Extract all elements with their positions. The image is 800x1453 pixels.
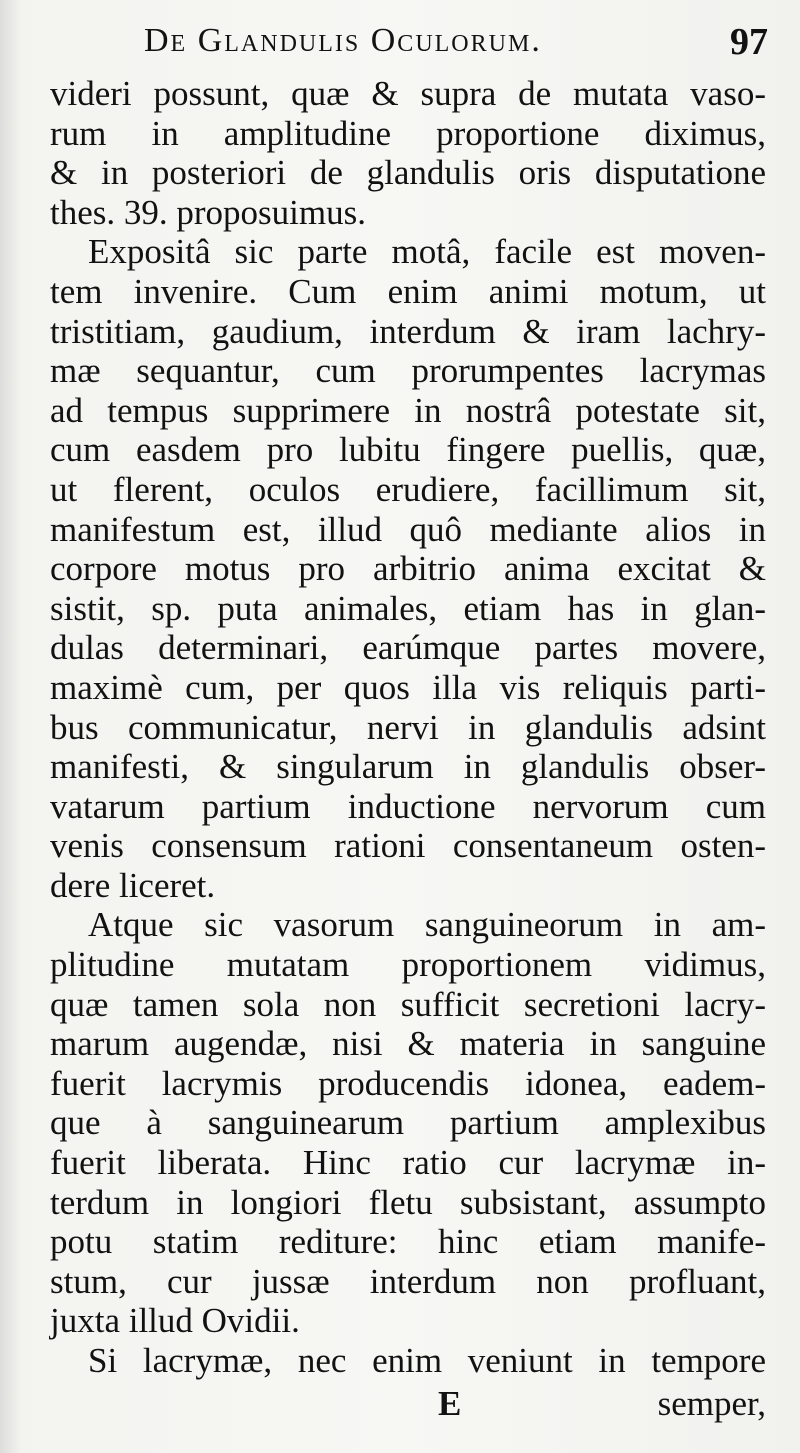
text-line: tem invenire. Cum enim animi motum, ut (50, 271, 766, 311)
text-line: dulas determinari, earúmque partes movere, (50, 628, 766, 668)
text-line: plitudine mutatam proportionem vidimus, (50, 945, 766, 985)
running-title: De Glandulis Oculorum. (144, 22, 542, 59)
running-head (48, 14, 776, 70)
signature-mark: E (438, 1384, 462, 1423)
text-line: maximè cum, per quos illa vis reliquis parti- (50, 667, 766, 707)
text-line: cum easdem pro lubitu fingere puellis, quæ, (50, 430, 766, 470)
text-line: marum augendæ, nisi & materia in sanguine (50, 1024, 766, 1064)
text-line: quæ tamen sola non sufficit secretioni lacry- (50, 984, 766, 1024)
text-line: rum in amplitudine proportione diximus, (50, 113, 766, 153)
paragraph-start-line: Expositâ sic parte motâ, facile est moven- (88, 232, 766, 272)
text-line: videri possunt, quæ & supra de mutata vaso- (50, 74, 766, 113)
text-line: juxta illud Ovidii. (50, 1301, 300, 1341)
text-line: sistit, sp. puta animales, etiam has in glan- (50, 588, 766, 628)
body-text (50, 74, 766, 1381)
verse-line: Si lacrymæ, nec enim veniunt in tempore (88, 1341, 766, 1380)
text-line: dere liceret. (50, 865, 216, 905)
text-line: corpore motus pro arbitrio anima excitat & (50, 549, 766, 589)
text-line: manifesti, & singularum in glandulis obser- (50, 747, 766, 787)
text-line: fuerit liberata. Hinc ratio cur lacrymæ in- (50, 1143, 766, 1183)
page-number: 97 (730, 21, 768, 63)
page-footer (50, 1380, 766, 1430)
text-line: potu statim rediture: hinc etiam manife- (50, 1222, 766, 1262)
catchword: semper, (657, 1384, 766, 1423)
text-line: ut flerent, oculos erudiere, facillimum sit, (50, 469, 766, 509)
text-line: fuerit lacrymis producendis idonea, eadem- (50, 1063, 766, 1103)
paragraph-start-line: Atque sic vasorum sanguineorum in am- (88, 905, 766, 945)
text-line: thes. 39. proposuimus. (50, 192, 366, 232)
text-line: vatarum partium inductione nervorum cum (50, 786, 766, 826)
gutter-shadow (0, 0, 22, 1453)
text-line: terdum in longiori fletu subsistant, assumpto (50, 1182, 766, 1222)
text-line: venis consensum rationi consentaneum osten- (50, 826, 766, 866)
text-line: & in posteriori de glandulis oris disputatione (50, 153, 766, 193)
text-line: mæ sequantur, cum prorumpentes lacrymas (50, 351, 766, 391)
text-line: tristitiam, gaudium, interdum & iram lachry- (50, 311, 766, 351)
text-line: manifestum est, illud quô mediante alios in (50, 509, 766, 549)
text-line: bus communicatur, nervi in glandulis adsint (50, 707, 766, 747)
text-line: stum, cur jussæ interdum non profluant, (50, 1261, 766, 1301)
text-line: que à sanguinearum partium amplexibus (50, 1103, 766, 1143)
text-line: ad tempus supprimere in nostrâ potestate sit, (50, 390, 766, 430)
